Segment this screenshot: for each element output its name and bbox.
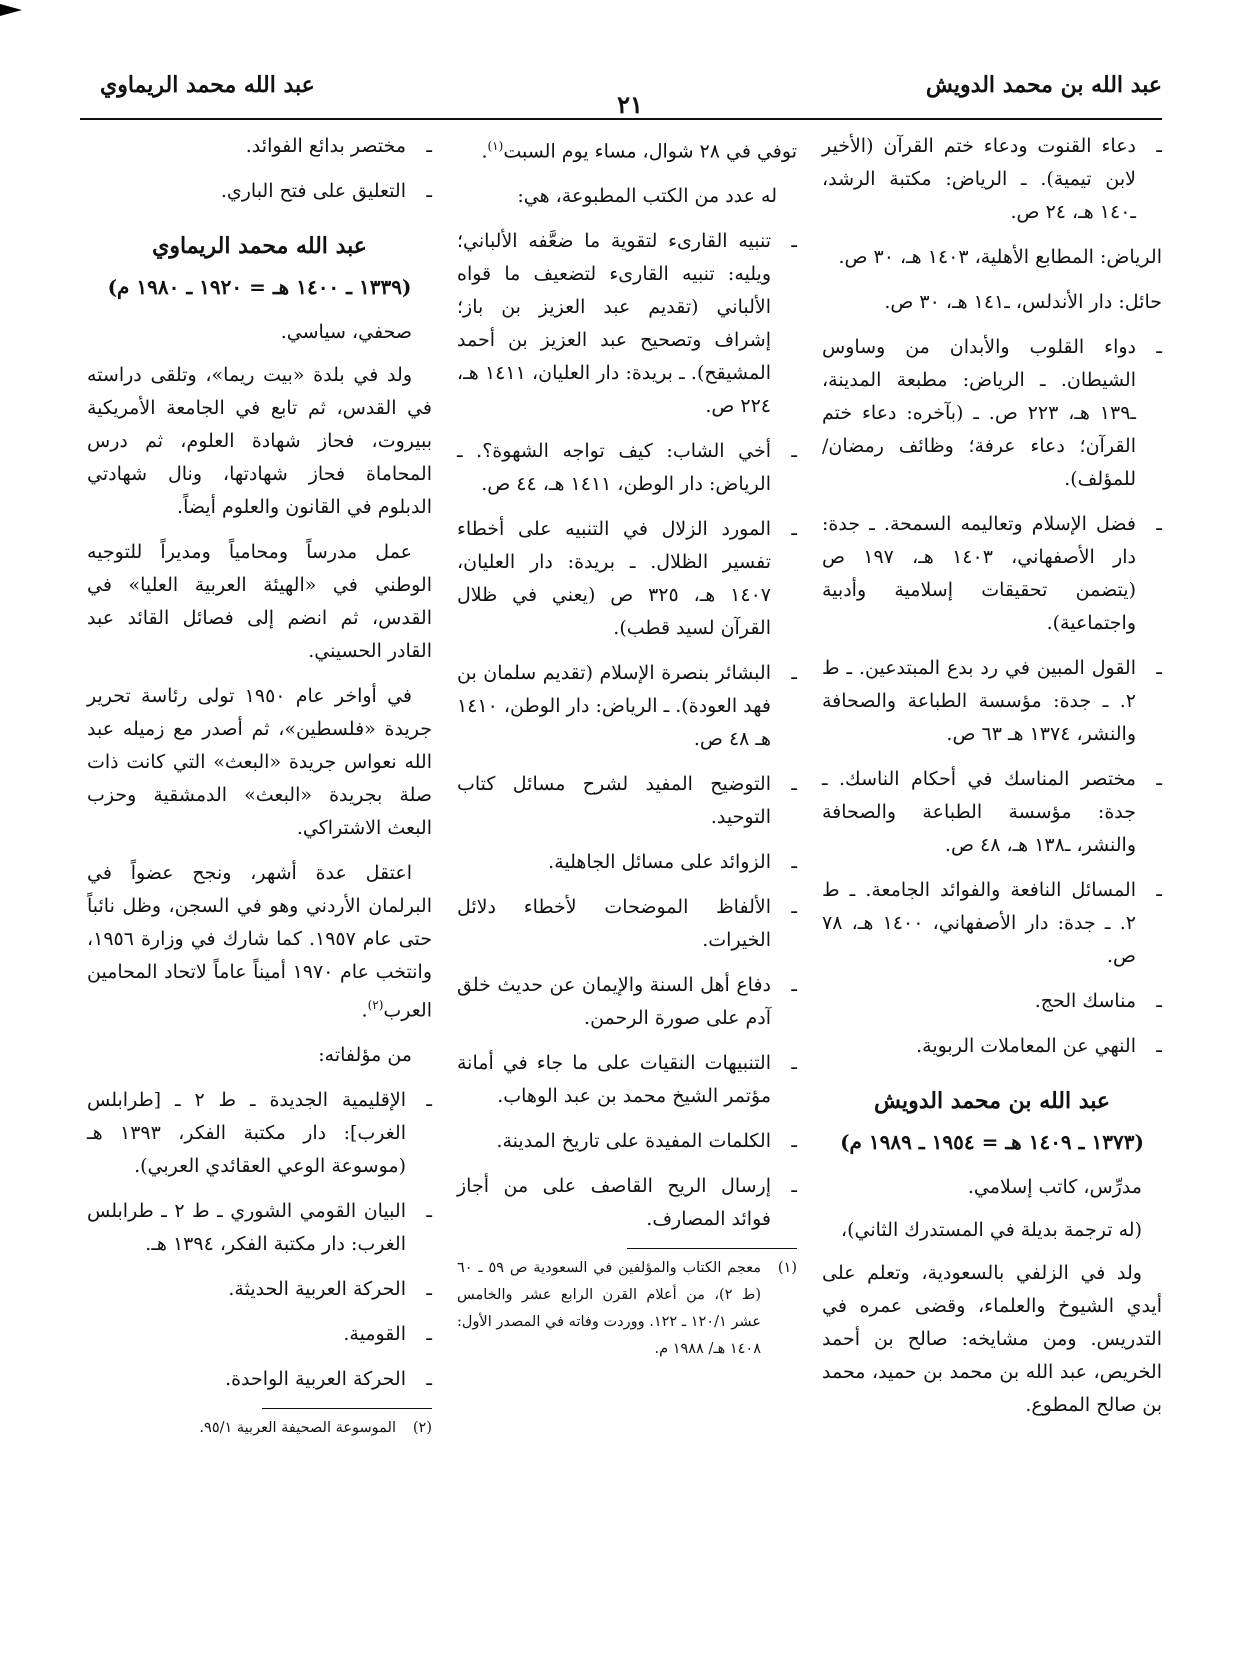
book-entry [457,846,797,879]
footnote [457,1255,797,1363]
header-rule [80,118,1162,120]
book-entry [457,1170,797,1236]
edition-line: الرياض: المطابع الأهلية، ١٤٠٣ هـ، ٣٠ ص. [838,246,1162,268]
biography-heading: عبد الله محمد الريماوي [152,233,367,259]
entry-text: التنبيهات النقيات على ما جاء في أمانة مؤتمر الشيخ محمد بن عبد الوهاب. [457,1052,771,1108]
works-intro: من مؤلفاته: [318,1044,412,1067]
book-entry [87,130,432,163]
column-left [87,130,432,1442]
entry-text: تنبيه القارىء لتقوية ما ضعَّفه الألباني؛ ويليه: تنبيه القارىء لتضعيف ما قواه الألباني (تقديم عبد العزيز بن باز؛ إشراف وتصحيح عبد العزيز بن أحمد المشيقح). ـ بريدة: دار العليان، ١٤١١ هـ، ٢٢٤ ص. [457,230,771,418]
book-entry [457,1047,797,1113]
column-right [822,130,1162,1434]
book-entry [87,1084,432,1183]
biography-paragraph: ولد في بلدة «بيت ريما»، وتلقى دراسته في القدس، ثم تابع في الجامعة الأمريكية ببيروت، فحاز شهادة العلوم، ثم درس المحاماة فحاز شهادتها، ونال شهادتي الدبلوم في القانون والعلوم أيضاً. [87,364,432,518]
entry-dash: ـ [791,1175,797,1198]
footnote-number: (٢) [412,1420,432,1437]
entry-text: مناسك الحج. [1034,990,1136,1012]
entry-dash: ـ [1156,768,1162,790]
entry-dash: ـ [1156,336,1162,358]
entry-dash: ـ [791,974,797,997]
running-header-left: عبد الله محمد الريماوي [100,72,315,98]
entry-dash: ـ [791,230,797,253]
biography-heading: عبد الله بن محمد الدويش [873,1088,1111,1114]
book-entry [87,1318,432,1351]
entry-text: البيان القومي الشوري ـ ط ٢ ـ طرابلس الغرب: دار مكتبة الفكر، ١٣٩٤ هـ. [87,1200,406,1256]
entry-dash: ـ [426,1278,432,1301]
book-entry [457,225,797,423]
book-entry [87,175,432,208]
page-number: ٢١ [617,90,643,119]
entry-dash: ـ [1156,513,1162,535]
book-entry [822,985,1162,1018]
entry-dash: ـ [426,1200,432,1223]
book-entry [457,891,797,957]
entry-dash: ـ [1156,879,1162,901]
entry-text: المسائل النافعة والفوائد الجامعة. ـ ط ٢. ـ جدة: دار الأصفهاني، ١٤٠٠ هـ، ٧٨ ص. [822,879,1136,967]
biography-note: (له ترجمة بديلة في المستدرك الثاني)، [840,1219,1142,1241]
biography-paragraph: في أواخر عام ١٩٥٠ تولى رئاسة تحرير جريدة «فلسطين»، ثم أصدر مع زميله عبد الله نعواس جريدة «البعث» التي كانت ذات صلة بجريدة «البعث» الدمشقية وحزب البعث الاشتراكي. [87,685,432,839]
entry-dash: ـ [791,773,797,796]
works-intro: له عدد من الكتب المطبوعة، هي: [517,185,777,208]
entry-text: أخي الشاب: كيف تواجه الشهوة؟. ـ الرياض: دار الوطن، ١٤١١ هـ، ٤٤ ص. [457,440,771,496]
edition-line: حائل: دار الأندلس، ـ١٤١ هـ، ٣٠ ص. [884,291,1162,313]
entry-dash: ـ [791,1130,797,1153]
entry-text: فضل الإسلام وتعاليمه السمحة. ـ جدة: دار الأصفهاني، ١٤٠٣ هـ، ١٩٧ ص (يتضمن تحقيقات إسلامية وأدبية واجتماعية). [822,513,1136,634]
book-entry [822,1030,1162,1063]
scan-corner-mark [0,4,22,16]
footnote-text: الموسوعة الصحيفة العربية ٩٥/١. [199,1420,396,1437]
death-text: توفي في ٢٨ شوال، مساء يوم السبت [503,140,797,163]
entry-text: الإقليمية الجديدة ـ ط ٢ ـ [طرابلس الغرب]: دار مكتبة الفكر، ١٣٩٣ هـ (موسوعة الوعي العقائدي العربي). [87,1089,406,1178]
biography-paragraph: عمل مدرساً ومحامياً ومديراً للتوجيه الوطني في «الهيئة العربية العليا» في القدس، ثم انضم إلى فصائل القائد عبد القادر الحسيني. [87,541,432,662]
entry-dash: ـ [791,1052,797,1075]
entry-text: القول المبين في رد بدع المبتدعين. ـ ط ٢. ـ جدة: مؤسسة الطباعة والصحافة والنشر، ١٣٧٤ هـ ٦٣ ص. [822,657,1136,745]
entry-text: النهي عن المعاملات الربوية. [916,1035,1136,1057]
footnote-rule [627,1248,797,1249]
book-entry [457,969,797,1035]
entry-text: الكلمات المفيدة على تاريخ المدينة. [496,1130,771,1153]
biography-role: صحفي، سياسي. [280,321,412,343]
entry-dash: ـ [1156,990,1162,1012]
book-entry [457,435,797,501]
book-entry [457,1125,797,1158]
paragraph-text: اعتقل عدة أشهر، ونجح عضواً في البرلمان الأردني وهو في السجن، وظل نائباً حتى عام ١٩٥٧. كما شارك في وزارة ١٩٥٦، وانتخب عام ١٩٧٠ أميناً عاماً لاتحاد المحامين العرب [87,862,432,1022]
footnote-text: معجم الكتاب والمؤلفين في السعودية ص ٥٩ ـ ٦٠ (ط ٢)، من أعلام القرن الرابع عشر والخامس عشر ١٢٠/١ ـ ١٢٢. ووردت وفاته في المصدر الأول: ١٤٠٨ هـ/ ١٩٨٨ م. [457,1260,762,1358]
footnote-rule [262,1408,432,1409]
entry-text: البشائر بنصرة الإسلام (تقديم سلمان بن فهد العودة). ـ الرياض: دار الوطن، ١٤١٠ هـ ٤٨ ص. [457,662,771,751]
book-entry [822,331,1162,496]
entry-text: القومية. [343,1323,406,1346]
entry-text: مختصر بدائع الفوائد. [245,135,406,157]
book-entry [87,1195,432,1261]
book-entry [822,874,1162,973]
biography-dates: (١٣٣٩ ـ ١٤٠٠ هـ = ١٩٢٠ ـ ١٩٨٠ م) [107,275,412,299]
entry-text: إرسال الريح القاصف على من أجاز فوائد المصارف. [457,1175,771,1231]
footnote [87,1415,432,1442]
paragraph-end: . [361,999,368,1022]
entry-dash: ـ [426,180,432,202]
entry-text: المورد الزلال في التنبيه على أخطاء تفسير الظلال. ـ بريدة: دار العليان، ١٤٠٧ هـ، ٣٢٥ ص (يعني في ظلال القرآن لسيد قطب). [457,518,771,640]
entry-text: دعاء القنوت ودعاء ختم القرآن (الأخير لابن تيمية). ـ الرياض: مكتبة الرشد، ـ١٤٠ هـ، ٢٤ ص. [822,135,1136,223]
death-end: . [481,140,488,163]
book-entry [822,130,1162,229]
entry-dash: ـ [1156,657,1162,679]
entry-dash: ـ [1156,135,1162,157]
footnote-ref: (١) [487,139,504,153]
book-entry [457,657,797,756]
footnote-number: (١) [777,1260,797,1277]
entry-dash: ـ [426,135,432,157]
book-entry [822,652,1162,751]
entry-text: التوضيح المفيد لشرح مسائل كتاب التوحيد. [457,773,771,829]
biography-paragraph [87,857,432,1027]
entry-dash: ـ [791,440,797,463]
entry-dash: ـ [426,1323,432,1346]
death-paragraph [457,130,797,168]
column-middle [457,130,797,1363]
entry-dash: ـ [426,1089,432,1112]
biography-dates: (١٣٧٣ ـ ١٤٠٩ هـ = ١٩٥٤ ـ ١٩٨٩ م) [840,1130,1144,1154]
entry-dash: ـ [791,662,797,685]
entry-text: دواء القلوب والأبدان من وساوس الشيطان. ـ الرياض: مطبعة المدينة، ـ١٣٩ هـ، ٢٢٣ ص. ـ (بآخره: دعاء ختم القرآن؛ دعاء عرفة؛ وظائف رمضان/للمؤلف). [822,336,1136,490]
entry-text: الحركة العربية الحديثة. [228,1278,406,1301]
biography-paragraph: ولد في الزلفي بالسعودية، وتعلم على أيدي الشيوخ والعلماء، وقضى عمره في التدريس. ومن مشايخه: صالح بن أحمد الخريص، عبد الله بن محمد بن حميد، محمد بن صالح المطوع. [822,1262,1162,1416]
entry-text: دفاع أهل السنة والإيمان عن حديث خلق آدم على صورة الرحمن. [457,974,771,1030]
book-entry [822,508,1162,640]
entry-text: التعليق على فتح الباري. [220,180,406,202]
book-entry [457,768,797,834]
entry-text: الألفاظ الموضحات لأخطاء دلائل الخيرات. [457,896,771,952]
entry-text: الحركة العربية الواحدة. [225,1368,406,1391]
running-header-right: عبد الله بن محمد الدويش [925,72,1162,98]
entry-dash: ـ [426,1368,432,1391]
biography-role: مدرِّس، كاتب إسلامي. [967,1176,1142,1198]
book-entry [457,513,797,645]
footnote-ref: (٢) [367,998,384,1012]
entry-dash: ـ [791,851,797,874]
entry-text: مختصر المناسك في أحكام الناسك. ـ جدة: مؤسسة الطباعة والصحافة والنشر، ـ١٣٨ هـ، ٤٨ ص. [822,768,1136,856]
entry-text: الزوائد على مسائل الجاهلية. [548,851,771,874]
book-entry [87,1273,432,1306]
entry-dash: ـ [791,518,797,541]
entry-dash: ـ [791,896,797,919]
entry-dash: ـ [1156,1035,1162,1057]
book-entry [822,763,1162,862]
book-entry [87,1363,432,1396]
